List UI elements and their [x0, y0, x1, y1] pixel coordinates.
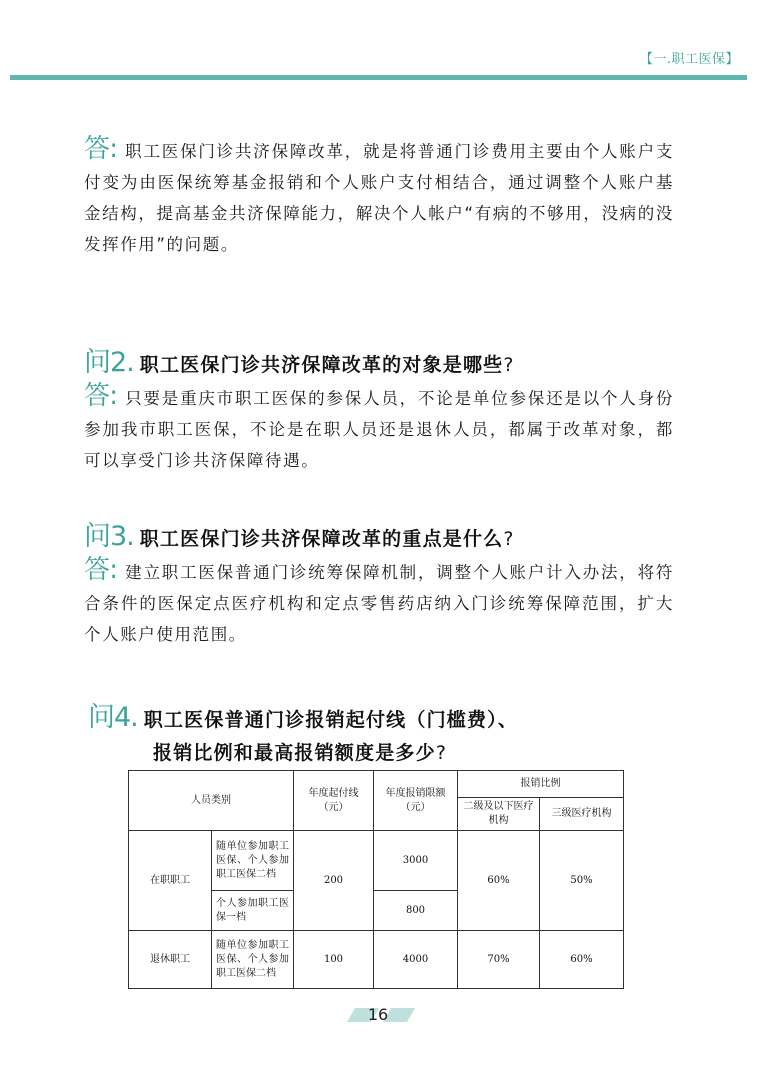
answer-2 [84, 381, 674, 476]
header-ratio: 报销比例 [458, 771, 624, 798]
question-text: 职工医保门诊共济保障改革的对象是哪些 [139, 354, 504, 376]
answer-1 [84, 134, 674, 260]
question-4 [88, 695, 688, 734]
subcategory: 随单位参加职工医保、个人参加职工医保二档 [212, 831, 294, 891]
answer-text: 建立职工医保普通门诊统筹保障机制，调整个人账户计入办法，将符合条件的医保定点医疗机构和定点零售药店纳入门诊统筹保障范围，扩大个人账户使用范围。 [84, 563, 675, 644]
header-deductible: 年度起付线（元） [294, 771, 374, 831]
question-label: 问3. [84, 521, 134, 552]
question-text-line1: 职工医保普通门诊报销起付线（门槛费）、 [143, 709, 519, 731]
question-text-line2: 报销比例和最高报销额度是多少? [153, 742, 448, 764]
qa-item-2 [84, 340, 674, 476]
qa-item-1 [84, 134, 674, 260]
section-label: 【一.职工医保】 [639, 52, 739, 67]
category-retired: 退休职工 [129, 931, 212, 989]
question-label: 问4. [88, 702, 138, 733]
question-label: 问2. [84, 347, 134, 378]
qa-item-4 [88, 695, 688, 765]
table-header-row [129, 771, 624, 798]
table-row [129, 831, 624, 891]
subcategory: 个人参加职工医保一档 [212, 891, 294, 931]
answer-text: 职工医保门诊共济保障改革，就是将普通门诊费用主要由个人账户支付变为由医保统筹基金报销和个人账户支付相结合，通过调整个人账户基金结构，提高基金共济保障能力，解决个人帐户“有病的不够用，没病的没发挥作用”的问题。 [84, 142, 675, 254]
limit-value: 3000 [374, 831, 458, 891]
deductible-value: 200 [294, 831, 374, 931]
answer-label: 答: [84, 381, 117, 411]
question-mark: ? [503, 354, 514, 376]
limit-value: 800 [374, 891, 458, 931]
subcategory: 随单位参加职工医保、个人参加职工医保二档 [212, 931, 294, 989]
page-number-badge [347, 1005, 409, 1025]
question-4-line2 [88, 734, 688, 765]
answer-text: 只要是重庆市职工医保的参保人员，不论是单位参保还是以个人身份参加我市职工医保，不论是在职人员还是退休人员，都属于改革对象，都可以享受门诊共济保障待遇。 [84, 389, 675, 470]
qa-item-3 [84, 514, 674, 650]
question-text: 职工医保门诊共济保障改革的重点是什么 [139, 528, 504, 550]
header-ratio-level2: 二级及以下医疗机构 [458, 798, 540, 831]
reimbursement-table [128, 770, 624, 989]
header-divider [10, 75, 747, 80]
question-2 [84, 340, 674, 379]
header-limit: 年度报销限额（元） [374, 771, 458, 831]
question-mark: ? [503, 528, 514, 550]
answer-label: 答: [84, 134, 117, 164]
ratio-level2-value: 60% [458, 831, 540, 931]
question-3 [84, 514, 674, 553]
limit-value: 4000 [374, 931, 458, 989]
category-employed: 在职职工 [129, 831, 212, 931]
deductible-value: 100 [294, 931, 374, 989]
answer-label: 答: [84, 555, 117, 585]
answer-3 [84, 555, 674, 650]
ratio-level3-value: 50% [540, 831, 624, 931]
header-ratio-level3: 三级医疗机构 [540, 798, 624, 831]
page-number: 16 [367, 1005, 389, 1024]
header-category: 人员类别 [129, 771, 294, 831]
table-row [129, 931, 624, 989]
ratio-level2-value: 70% [458, 931, 540, 989]
ratio-level3-value: 60% [540, 931, 624, 989]
